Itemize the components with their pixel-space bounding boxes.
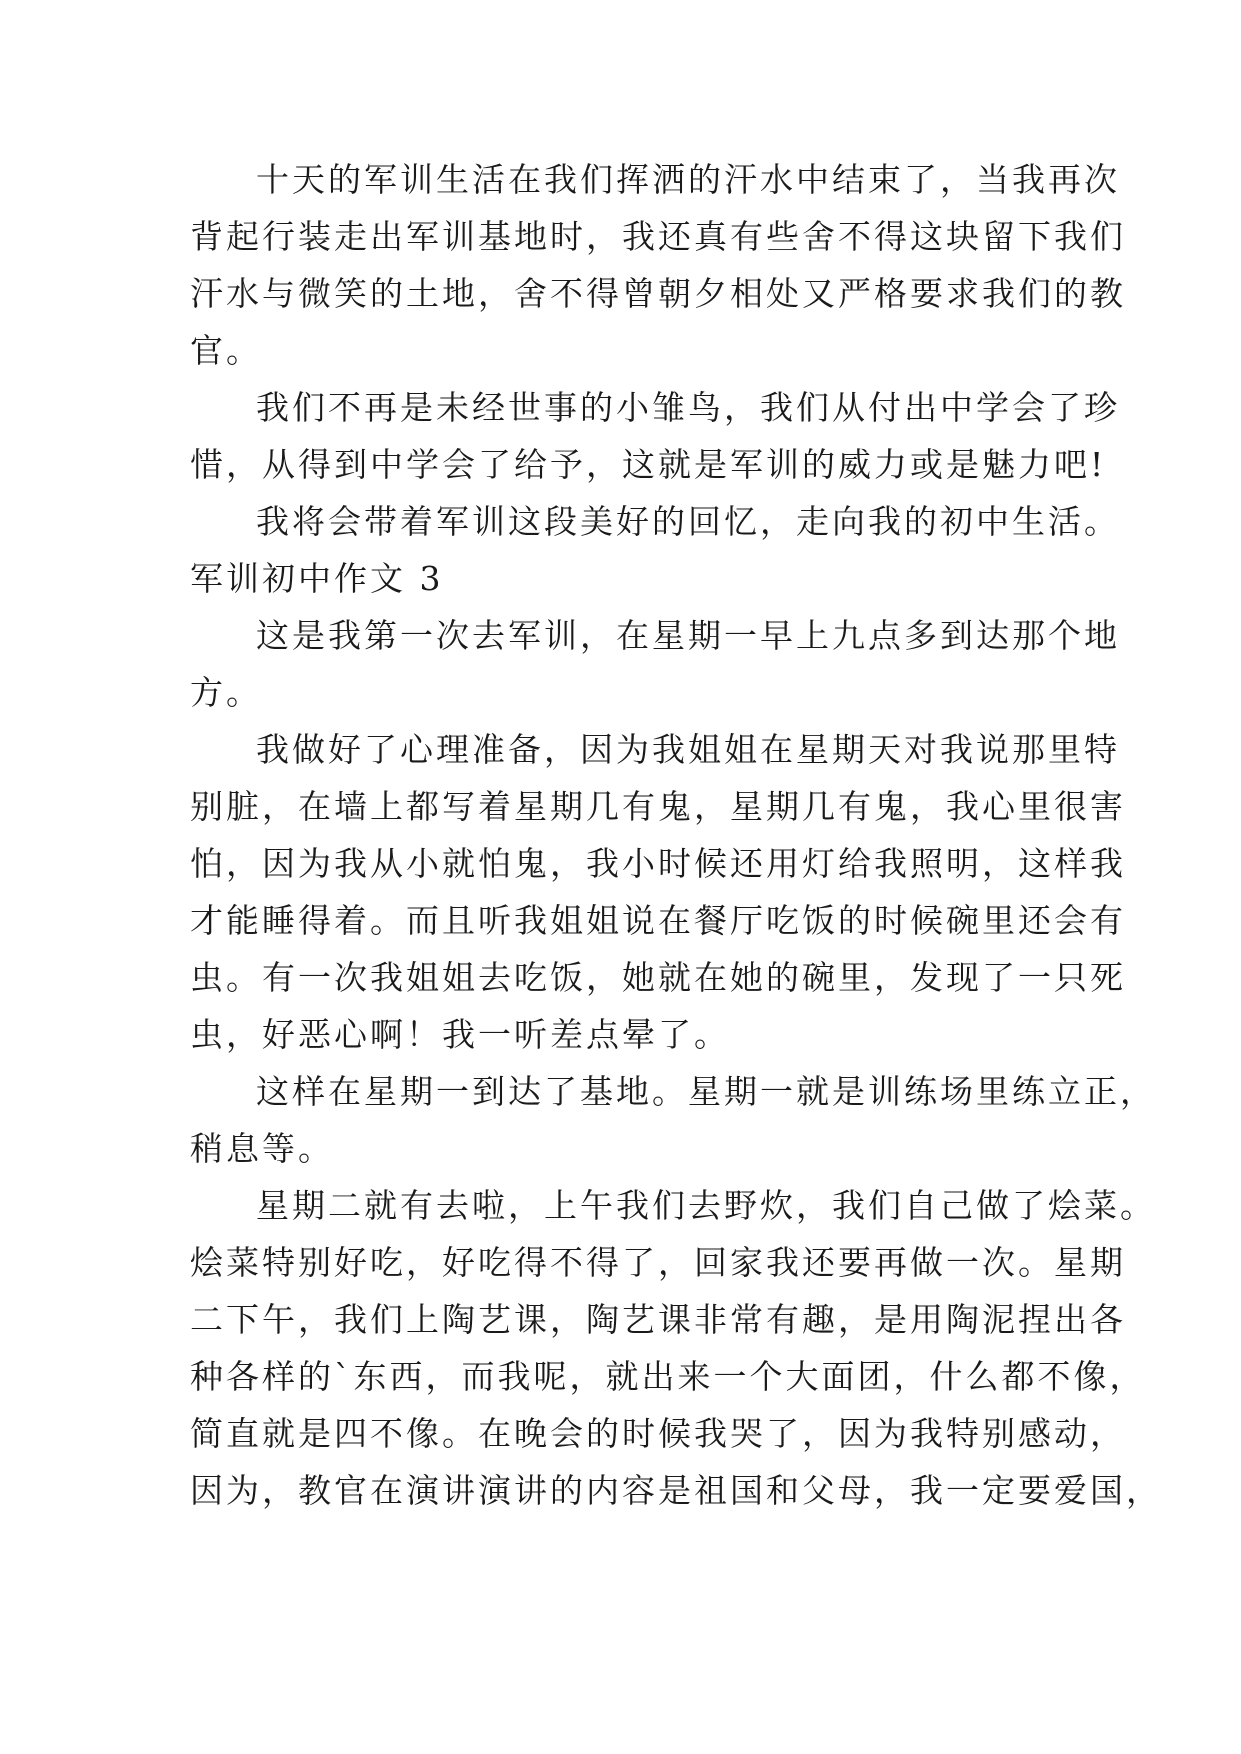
text-line: 虫，好恶心啊！我一听差点晕了。 <box>190 1015 730 1054</box>
text-line: 怕，因为我从小就怕鬼，我小时候还用灯给我照明，这样我 <box>190 844 1126 883</box>
text-line: 才能睡得着。而且听我姐姐说在餐厅吃饭的时候碗里还会有 <box>190 901 1126 940</box>
text-line: 别脏，在墙上都写着星期几有鬼，星期几有鬼，我心里很害 <box>190 787 1126 826</box>
text-line: 我将会带着军训这段美好的回忆，走向我的初中生活。 <box>256 502 1120 541</box>
text-line: 这是我第一次去军训，在星期一早上九点多到达那个地 <box>256 616 1120 655</box>
text-line: 我们不再是未经世事的小雏鸟，我们从付出中学会了珍 <box>256 388 1120 427</box>
section-heading: 军训初中作文 3 <box>190 559 444 598</box>
text-line: 这样在星期一到达了基地。星期一就是训练场里练立正， <box>256 1072 1156 1111</box>
text-line: 星期二就有去啦，上午我们去野炊，我们自己做了烩菜。 <box>256 1186 1156 1225</box>
text-line: 惜，从得到中学会了给予，这就是军训的威力或是魅力吧! <box>190 445 1107 484</box>
text-line: 我做好了心理准备，因为我姐姐在星期天对我说那里特 <box>256 730 1120 769</box>
text-line: 种各样的`东西，而我呢，就出来一个大面团，什么都不像， <box>190 1357 1146 1396</box>
text-line: 稍息等。 <box>190 1129 334 1168</box>
text-line: 简直就是四不像。在晚会的时候我哭了，因为我特别感动， <box>190 1414 1126 1453</box>
text-line: 方。 <box>190 673 262 712</box>
text-line: 汗水与微笑的土地，舍不得曾朝夕相处又严格要求我们的教 <box>190 274 1126 313</box>
text-line: 官。 <box>190 331 262 370</box>
text-line: 背起行装走出军训基地时，我还真有些舍不得这块留下我们 <box>190 217 1126 256</box>
text-line: 因为，教官在演讲演讲的内容是祖国和父母，我一定要爱国， <box>190 1471 1162 1510</box>
text-line: 十天的军训生活在我们挥洒的汗水中结束了，当我再次 <box>256 160 1120 199</box>
text-line: 虫。有一次我姐姐去吃饭，她就在她的碗里，发现了一只死 <box>190 958 1126 997</box>
text-line: 烩菜特别好吃，好吃得不得了，回家我还要再做一次。星期 <box>190 1243 1126 1282</box>
text-line: 二下午，我们上陶艺课，陶艺课非常有趣，是用陶泥捏出各 <box>190 1300 1126 1339</box>
